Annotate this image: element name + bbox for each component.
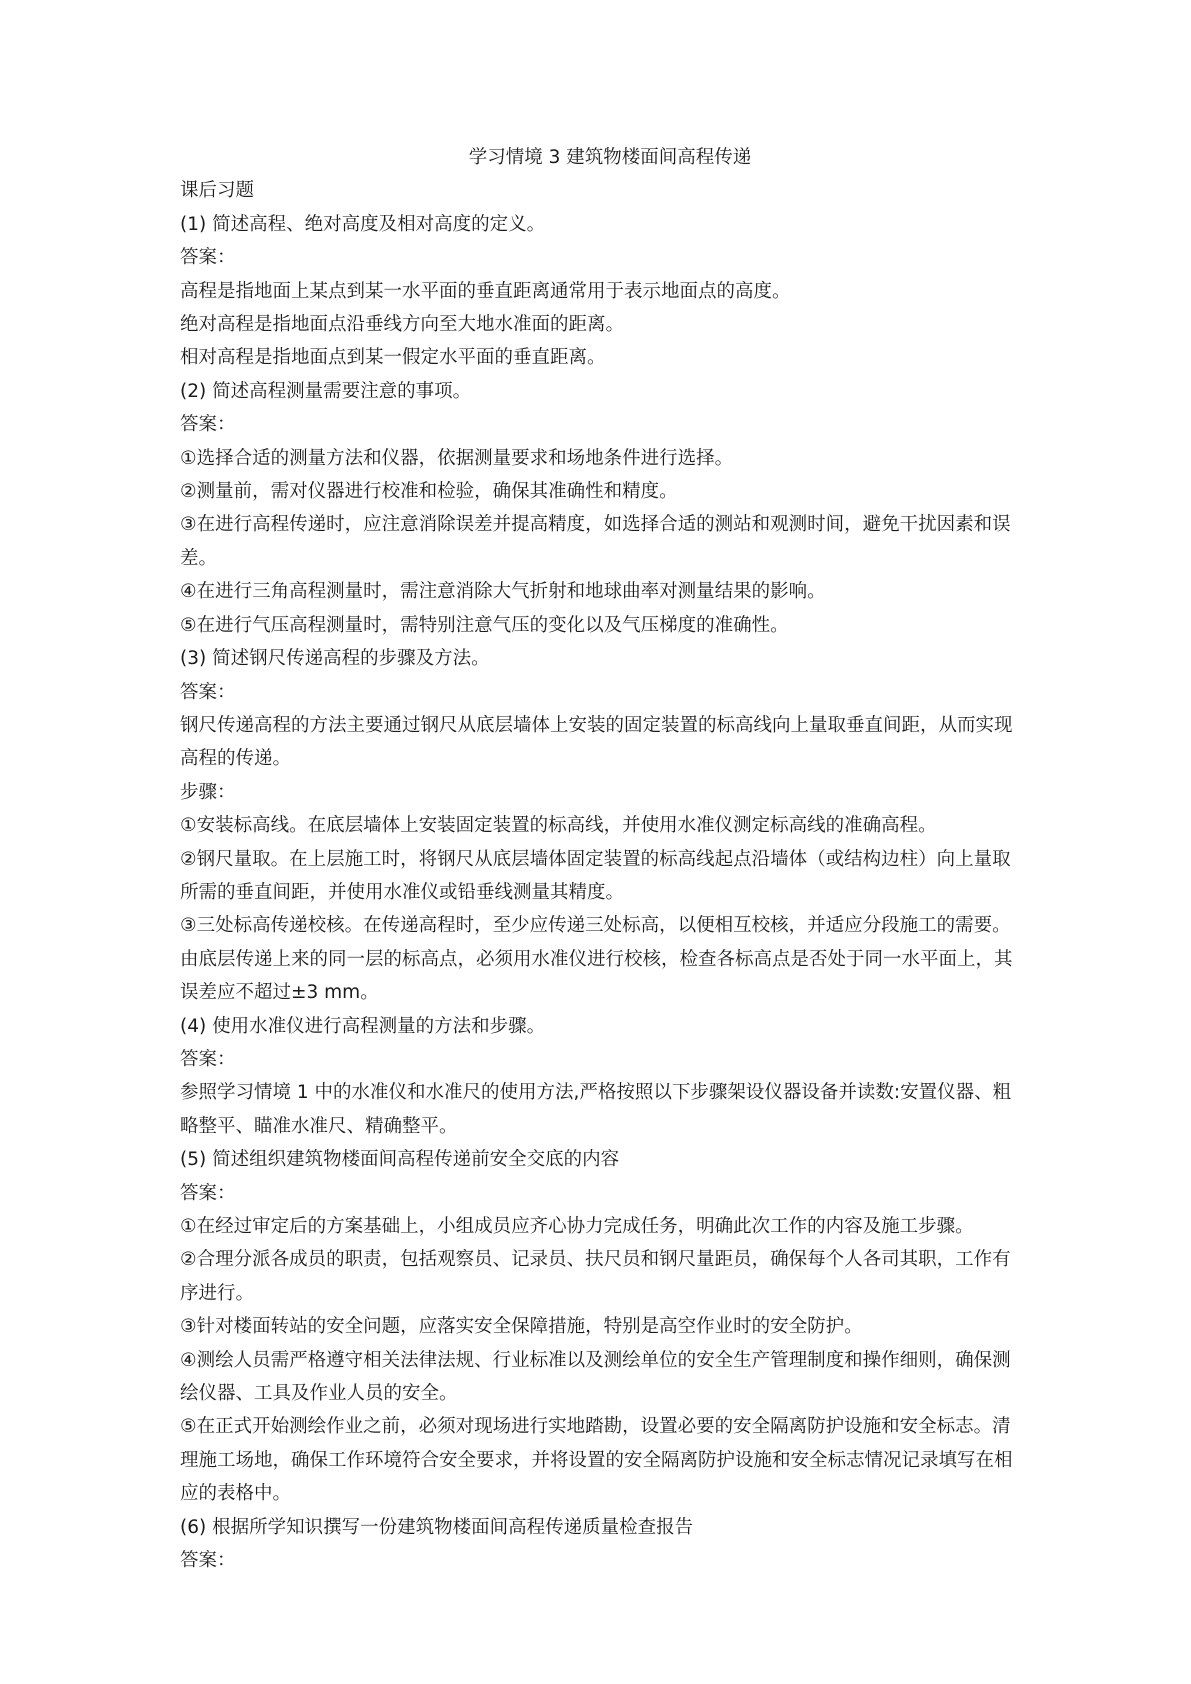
answer-text: ④测绘人员需严格遵守相关法律法规、行业标准以及测绘单位的安全生产管理制度和操作细则，确保测绘仪器、工具及作业人员的安全。: [180, 1349, 1011, 1405]
question-5: (5) 简述组织建筑物楼面间高程传递前安全交底的内容: [180, 1149, 620, 1171]
question-6: (6) 根据所学知识撰写一份建筑物楼面间高程传递质量检查报告: [180, 1516, 694, 1538]
answer-text: ③针对楼面转站的安全问题，应落实安全保障措施，特别是高空作业时的安全防护。: [180, 1316, 863, 1338]
question-4: (4) 使用水准仪进行高程测量的方法和步骤。: [180, 1015, 546, 1037]
answer-text: ②合理分派各成员的职责，包括观察员、记录员、扶尺员和钢尺量距员，确保每个人各司其职，工作有序进行。: [180, 1249, 1011, 1304]
answer-text: 相对高程是指地面点到某一假定水平面的垂直距离。: [180, 347, 606, 369]
answer-text: ④在进行三角高程测量时，需注意消除大气折射和地球曲率对测量结果的影响。: [180, 581, 826, 603]
answer-text: ③在进行高程传递时，应注意消除误差并提高精度，如选择合适的测站和观测时间，避免干扰因素和误差。: [180, 514, 1011, 569]
answer-text: ⑤在进行气压高程测量时，需特别注意气压的变化以及气压梯度的准确性。: [180, 614, 789, 636]
answer-text: 高程是指地面上某点到某一水平面的垂直距离通常用于表示地面点的高度。: [180, 280, 791, 302]
steps-label: 步骤：: [180, 781, 236, 803]
question-2: (2) 简述高程测量需要注意的事项。: [180, 380, 472, 402]
answer-text: ③三处标高传递校核。在传递高程时，至少应传递三处标高，以便相互校核，并适应分段施工的需要。由底层传递上来的同一层的标高点，必须用水准仪进行校核，检查各标高点是否处于同一水平面上，其误差应不超过±3 mm。: [180, 915, 1013, 1004]
answer-text: 参照学习情境 1 中的水准仪和水准尺的使用方法,严格按照以下步骤架设仪器设备并读数:安置仪器、粗略整平、瞄准水准尺、精确整平。: [180, 1082, 1012, 1137]
answer-label: 答案：: [180, 414, 236, 436]
answer-label: 答案：: [180, 1048, 236, 1070]
answer-text: ①安装标高线。在底层墙体上安装固定装置的标高线，并使用水准仪测定标高线的准确高程。: [180, 815, 937, 837]
answer-text: ②钢尺量取。在上层施工时，将钢尺从底层墙体固定装置的标高线起点沿墙体（或结构边柱）向上量取所需的垂直间距，并使用水准仪或铅垂线测量其精度。: [180, 848, 1011, 903]
answer-label: 答案：: [180, 247, 236, 269]
question-3: (3) 简述钢尺传递高程的步骤及方法。: [180, 648, 490, 670]
answer-text: 绝对高程是指地面点沿垂线方向至大地水准面的距离。: [180, 314, 625, 336]
document-page: [180, 141, 1020, 1577]
answer-text: ①在经过审定后的方案基础上，小组成员应齐心协力完成任务，明确此次工作的内容及施工步骤。: [180, 1216, 974, 1237]
answer-text: ②测量前，需对仪器进行校准和检验，确保其准确性和精度。: [180, 481, 678, 503]
answer-text: 钢尺传递高程的方法主要通过钢尺从底层墙体上安装的固定装置的标高线向上量取垂直间距，从而实现高程的传递。: [180, 714, 1013, 770]
answer-text: ①选择合适的测量方法和仪器，依据测量要求和场地条件进行选择。: [180, 447, 734, 469]
answer-label: 答案：: [180, 681, 236, 703]
question-1: (1) 简述高程、绝对高度及相对高度的定义。: [180, 213, 546, 235]
document-title: 学习情境 3 建筑物楼面间高程传递: [468, 147, 752, 168]
answer-label: 答案：: [180, 1550, 236, 1572]
answer-text: ⑤在正式开始测绘作业之前，必须对现场进行实地踏勘，设置必要的安全隔离防护设施和安全标志。清理施工场地，确保工作环境符合安全要求，并将设置的安全隔离防护设施和安全标志情况记录填写在相应的表格中。: [180, 1416, 1013, 1505]
answer-label: 答案：: [180, 1182, 236, 1204]
section-heading: 课后习题: [180, 180, 255, 202]
